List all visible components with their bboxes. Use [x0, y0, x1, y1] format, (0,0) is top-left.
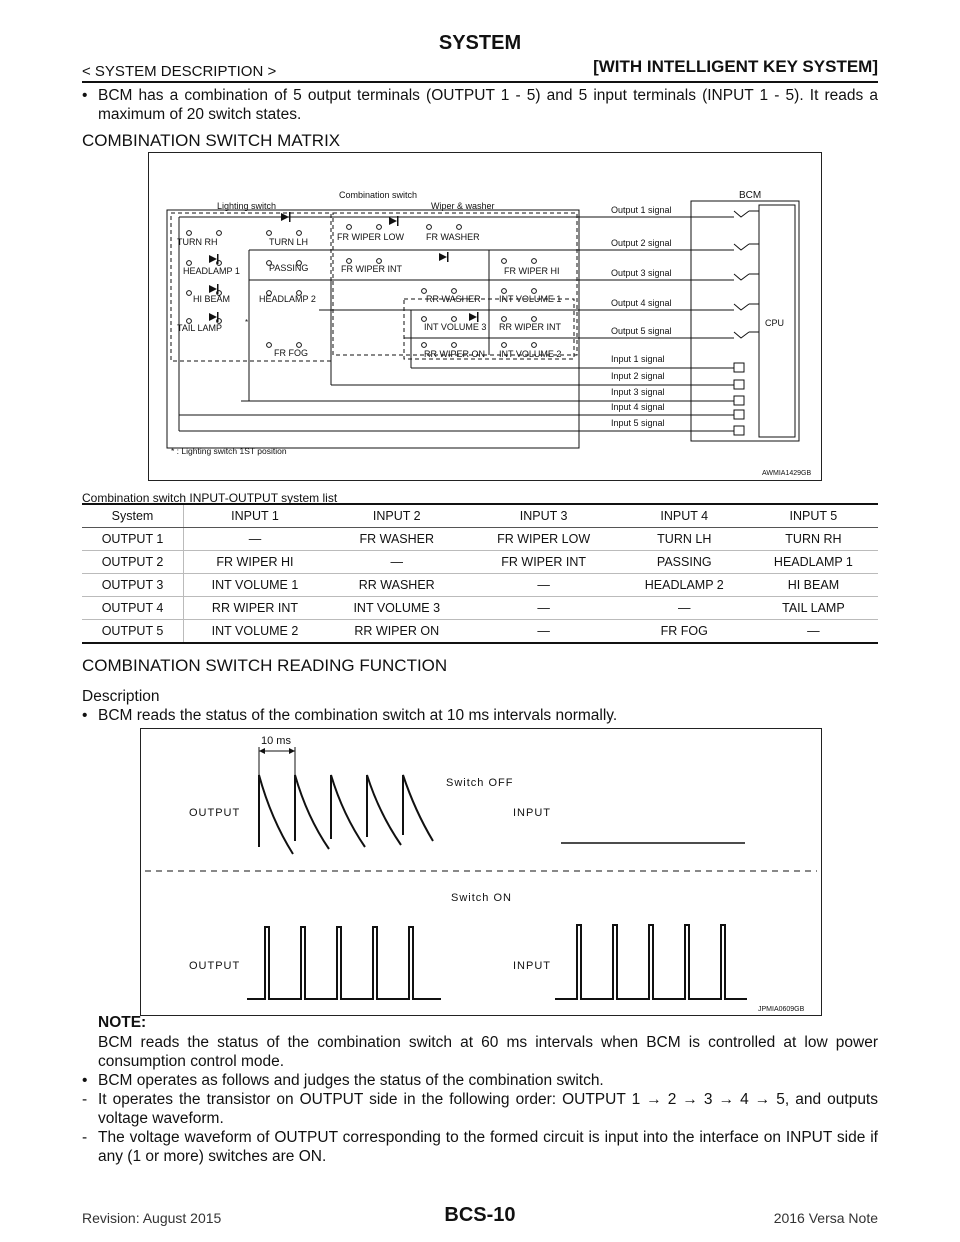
footer-model: 2016 Versa Note	[773, 1210, 878, 1226]
output-off-label: OUTPUT	[189, 807, 241, 819]
table-cell: PASSING	[620, 551, 749, 574]
table-cell: TURN RH	[749, 528, 878, 551]
table-cell: INT VOLUME 1	[184, 574, 326, 597]
output-off-waveform	[259, 775, 433, 854]
switch-headlamp-2: HEADLAMP 2	[259, 294, 316, 304]
figure1-footnote: * : Lighting switch 1ST position	[171, 446, 287, 456]
switch-rr-washer: RR WASHER	[426, 294, 481, 304]
table-row	[82, 528, 878, 551]
switch-int-volume-2: INT VOLUME 2	[499, 349, 562, 359]
intro-bullet	[82, 86, 878, 124]
interface-icons	[734, 363, 744, 435]
desc-bullet	[82, 706, 878, 725]
output-on-waveform	[247, 927, 441, 999]
table-cell: —	[468, 620, 620, 644]
switch-on-label: Switch ON	[451, 892, 512, 904]
signal-input-2: Input 2 signal	[611, 371, 665, 381]
switch-fr-wiper-int: FR WIPER INT	[341, 264, 402, 274]
combination-switch-label: Combination switch	[339, 190, 418, 200]
reading-waveform-figure	[140, 728, 822, 1016]
table-cell: FR WIPER LOW	[468, 528, 620, 551]
signal-input-1: Input 1 signal	[611, 354, 665, 364]
footer-revision: Revision: August 2015	[82, 1210, 222, 1226]
switch-headlamp-1: HEADLAMP 1	[183, 266, 240, 276]
input-on-waveform	[555, 925, 747, 999]
table-header-cell: System	[82, 504, 184, 528]
dash-item-1-text: It operates the transistor on OUTPUT side in the following order: OUTPUT 1 → 2 → 3 → 4 → 5, and outputs voltage waveform.	[98, 1091, 878, 1127]
transistor-icons	[734, 211, 759, 338]
switch-off-label: Switch OFF	[446, 777, 514, 789]
signal-input-4: Input 4 signal	[611, 402, 665, 412]
switch-tail-lamp: TAIL LAMP	[177, 323, 223, 333]
switch-fr-washer: FR WASHER	[426, 232, 480, 242]
signal-input-5: Input 5 signal	[611, 418, 665, 428]
signal-input-3: Input 3 signal	[611, 387, 665, 397]
switch-turn-rh: TURN RH	[177, 237, 218, 247]
table-cell: OUTPUT 5	[82, 620, 184, 644]
footer-page-number: BCS-10	[444, 1204, 516, 1226]
table-cell: OUTPUT 2	[82, 551, 184, 574]
table-cell: OUTPUT 3	[82, 574, 184, 597]
table-header-cell: INPUT 2	[326, 504, 468, 528]
table-header-cell: INPUT 4	[620, 504, 749, 528]
table-cell: OUTPUT 4	[82, 597, 184, 620]
dash-mark: -	[82, 1129, 88, 1146]
switch-fr-wiper-low: FR WIPER LOW	[337, 232, 404, 242]
table-cell: HEADLAMP 2	[620, 574, 749, 597]
table-row	[82, 574, 878, 597]
table-cell: OUTPUT 1	[82, 528, 184, 551]
output-on-label: OUTPUT	[189, 960, 241, 972]
switch-turn-lh: TURN LH	[269, 237, 309, 247]
table-header-cell: INPUT 1	[184, 504, 326, 528]
signal-output-3: Output 3 signal	[611, 268, 672, 278]
interval-label: 10 ms	[261, 735, 291, 747]
signal-output-4: Output 4 signal	[611, 298, 672, 308]
table-cell: FR WIPER INT	[468, 551, 620, 574]
page-title: SYSTEM	[438, 32, 522, 54]
table-cell: RR WASHER	[326, 574, 468, 597]
lighting-switch-label: Lighting switch	[217, 201, 277, 211]
bullet-mark: •	[82, 707, 88, 724]
signal-output-5: Output 5 signal	[611, 326, 672, 336]
table-cell: HI BEAM	[749, 574, 878, 597]
table-row	[82, 597, 878, 620]
table-cell: —	[468, 597, 620, 620]
lighting-switch-box	[171, 213, 331, 361]
switch-passing: PASSING	[269, 263, 309, 273]
note-label: NOTE:	[98, 1014, 147, 1031]
table-cell: TAIL LAMP	[749, 597, 878, 620]
table-cell: FR WASHER	[326, 528, 468, 551]
switch-int-volume-3: INT VOLUME 3	[424, 322, 487, 332]
bullet-mark: •	[82, 87, 88, 104]
table-cell: INT VOLUME 3	[326, 597, 468, 620]
table-caption: Combination switch INPUT-OUTPUT system list	[82, 491, 338, 505]
table-cell: —	[620, 597, 749, 620]
note-text: BCM reads the status of the combination switch at 60 ms intervals when BCM is controlled at low power consumption control mode.	[98, 1034, 878, 1070]
table-cell: RR WIPER ON	[326, 620, 468, 644]
figure2-code: JPMIA0609GB	[758, 1006, 805, 1013]
switch-fr-fog: FR FOG	[274, 348, 308, 358]
breadcrumb: < SYSTEM DESCRIPTION >	[82, 63, 277, 80]
table-cell: RR WIPER INT	[184, 597, 326, 620]
table-cell: —	[184, 528, 326, 551]
signal-output-1: Output 1 signal	[611, 205, 672, 215]
section-title-matrix: COMBINATION SWITCH MATRIX	[82, 131, 341, 150]
table-cell: INT VOLUME 2	[184, 620, 326, 644]
dash-item-2-text: The voltage waveform of OUTPUT corresponding to the formed circuit is input into the interface on INPUT side if any (1 or more) switches are ON.	[98, 1129, 878, 1165]
input-output-table	[82, 503, 878, 644]
wiper-washer-label: Wiper & washer	[431, 201, 495, 211]
section-title-reading: COMBINATION SWITCH READING FUNCTION	[82, 656, 448, 675]
cpu-label: CPU	[765, 318, 785, 328]
table-cell: FR WIPER HI	[184, 551, 326, 574]
table-cell: —	[326, 551, 468, 574]
switch-hi-beam: HI BEAM	[193, 294, 231, 304]
combination-switch-matrix-figure	[148, 152, 822, 481]
bullet-mark: •	[82, 1072, 88, 1089]
table-cell: HEADLAMP 1	[749, 551, 878, 574]
table-header-cell: INPUT 3	[468, 504, 620, 528]
header-rule	[82, 81, 878, 83]
table-cell: TURN LH	[620, 528, 749, 551]
figure1-code: AWMIA1429GB	[762, 470, 812, 477]
dash-item-2	[82, 1128, 878, 1166]
bcm-label: BCM	[739, 190, 762, 201]
operation-bullet-text: BCM operates as follows and judges the status of the combination switch.	[98, 1072, 604, 1089]
table-header-row	[82, 504, 878, 528]
table-row	[82, 551, 878, 574]
table-row	[82, 620, 878, 644]
dash-item-1	[82, 1090, 878, 1128]
intro-bullet-text: BCM has a combination of 5 output terminals (OUTPUT 1 - 5) and 5 input terminals (INPUT 1 - 5). It reads a maximum of 20 switch states.	[98, 87, 878, 123]
switch-rr-wiper-int: RR WIPER INT	[499, 322, 561, 332]
table-header-cell: INPUT 5	[749, 504, 878, 528]
switch-fr-wiper-hi: FR WIPER HI	[504, 266, 560, 276]
operation-bullet	[82, 1071, 878, 1090]
table-cell: —	[749, 620, 878, 644]
desc-bullet-text: BCM reads the status of the combination switch at 10 ms intervals normally.	[98, 707, 618, 724]
tail-lamp-star: *	[245, 318, 249, 327]
signal-output-2: Output 2 signal	[611, 238, 672, 248]
table-cell: —	[468, 574, 620, 597]
switch-int-volume-1: INT VOLUME 1	[499, 294, 562, 304]
dash-mark: -	[82, 1091, 88, 1108]
system-tag: [WITH INTELLIGENT KEY SYSTEM]	[593, 57, 878, 76]
input-on-label: INPUT	[513, 960, 551, 972]
input-off-label: INPUT	[513, 807, 551, 819]
description-label: Description	[82, 688, 160, 705]
table-cell: FR FOG	[620, 620, 749, 644]
switch-rr-wiper-on: RR WIPER ON	[424, 349, 486, 359]
